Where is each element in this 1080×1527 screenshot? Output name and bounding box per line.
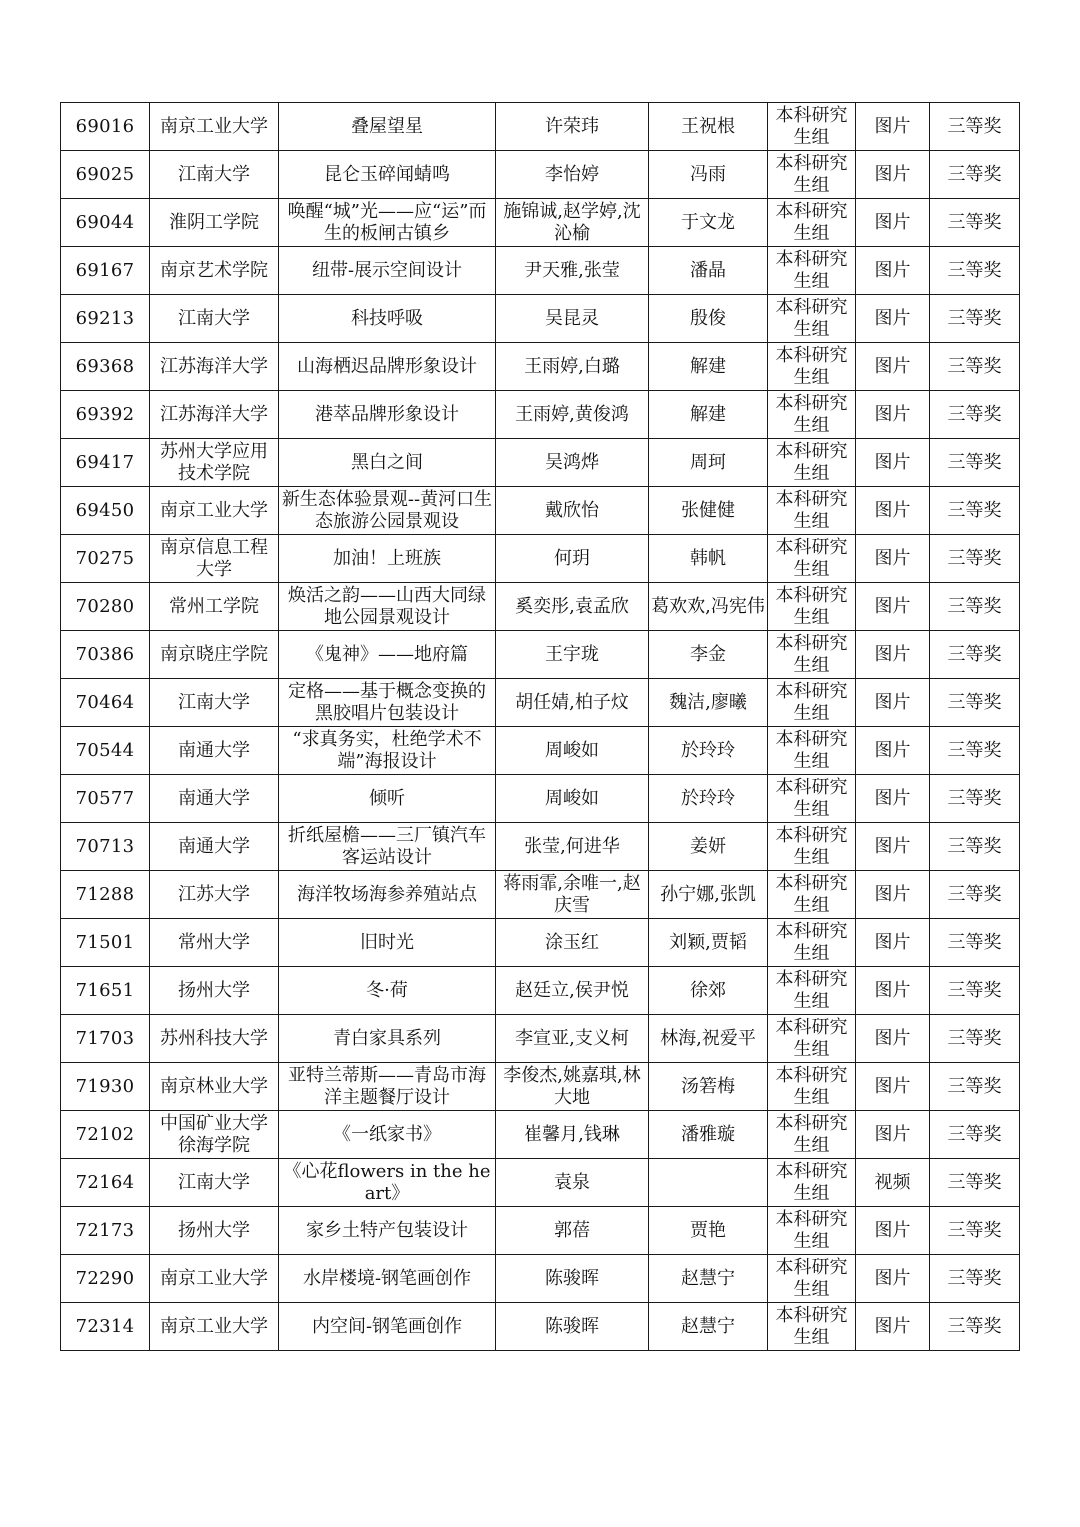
type-cell: 图片 (856, 583, 930, 631)
school-cell: 南通大学 (150, 727, 279, 775)
table-row (61, 151, 1020, 199)
entry-id-cell: 71288 (61, 871, 150, 919)
table-row (61, 583, 1020, 631)
advisor-cell: 冯雨 (649, 151, 768, 199)
group-cell: 本科研究生组 (768, 343, 856, 391)
entry-id-cell: 72173 (61, 1207, 150, 1255)
authors-cell: 崔馨月,钱琳 (496, 1111, 649, 1159)
table-row (61, 535, 1020, 583)
award-cell: 三等奖 (930, 439, 1020, 487)
entry-id-cell: 72164 (61, 1159, 150, 1207)
group-cell: 本科研究生组 (768, 1207, 856, 1255)
entry-id-cell: 69417 (61, 439, 150, 487)
group-cell: 本科研究生组 (768, 487, 856, 535)
entry-id-cell: 70275 (61, 535, 150, 583)
table-row (61, 679, 1020, 727)
authors-cell: 蒋雨霏,余唯一,赵庆雪 (496, 871, 649, 919)
work-title-cell: 倾听 (279, 775, 496, 823)
advisor-cell: 贾艳 (649, 1207, 768, 1255)
table-row (61, 1207, 1020, 1255)
table-row (61, 247, 1020, 295)
type-cell: 图片 (856, 295, 930, 343)
school-cell: 扬州大学 (150, 967, 279, 1015)
advisor-cell: 林海,祝爱平 (649, 1015, 768, 1063)
school-cell: 江苏海洋大学 (150, 343, 279, 391)
table-row (61, 487, 1020, 535)
advisor-cell: 周珂 (649, 439, 768, 487)
table-row (61, 343, 1020, 391)
type-cell: 图片 (856, 1255, 930, 1303)
group-cell: 本科研究生组 (768, 1015, 856, 1063)
entry-id-cell: 69392 (61, 391, 150, 439)
work-title-cell: 昆仑玉碎闻蜻鸣 (279, 151, 496, 199)
school-cell: 南京林业大学 (150, 1063, 279, 1111)
work-title-cell: 《心花flowers in the heart》 (279, 1159, 496, 1207)
work-title-cell: 家乡土特产包装设计 (279, 1207, 496, 1255)
type-cell: 图片 (856, 1111, 930, 1159)
authors-cell: 陈骏晖 (496, 1303, 649, 1351)
advisor-cell: 殷俊 (649, 295, 768, 343)
advisor-cell: 于文龙 (649, 199, 768, 247)
authors-cell: 陈骏晖 (496, 1255, 649, 1303)
group-cell: 本科研究生组 (768, 871, 856, 919)
entry-id-cell: 69025 (61, 151, 150, 199)
work-title-cell: 《鬼神》——地府篇 (279, 631, 496, 679)
group-cell: 本科研究生组 (768, 199, 856, 247)
entry-id-cell: 69450 (61, 487, 150, 535)
school-cell: 南京信息工程大学 (150, 535, 279, 583)
award-cell: 三等奖 (930, 199, 1020, 247)
entry-id-cell: 71651 (61, 967, 150, 1015)
group-cell: 本科研究生组 (768, 247, 856, 295)
entry-id-cell: 69167 (61, 247, 150, 295)
type-cell: 图片 (856, 679, 930, 727)
entry-id-cell: 70280 (61, 583, 150, 631)
advisor-cell (649, 1159, 768, 1207)
award-cell: 三等奖 (930, 967, 1020, 1015)
type-cell: 图片 (856, 823, 930, 871)
authors-cell: 戴欣怡 (496, 487, 649, 535)
authors-cell: 胡任婧,柏子炆 (496, 679, 649, 727)
award-cell: 三等奖 (930, 151, 1020, 199)
award-cell: 三等奖 (930, 583, 1020, 631)
authors-cell: 尹天雅,张莹 (496, 247, 649, 295)
work-title-cell: 港萃品牌形象设计 (279, 391, 496, 439)
work-title-cell: 水岸楼境-钢笔画创作 (279, 1255, 496, 1303)
award-cell: 三等奖 (930, 631, 1020, 679)
award-cell: 三等奖 (930, 391, 1020, 439)
table-row (61, 391, 1020, 439)
type-cell: 图片 (856, 727, 930, 775)
type-cell: 图片 (856, 1303, 930, 1351)
school-cell: 苏州大学应用技术学院 (150, 439, 279, 487)
entry-id-cell: 72290 (61, 1255, 150, 1303)
table-row (61, 1159, 1020, 1207)
work-title-cell: 折纸屋檐——三厂镇汽车客运站设计 (279, 823, 496, 871)
advisor-cell: 潘雅璇 (649, 1111, 768, 1159)
entry-id-cell: 71703 (61, 1015, 150, 1063)
work-title-cell: 焕活之韵——山西大同绿地公园景观设计 (279, 583, 496, 631)
group-cell: 本科研究生组 (768, 775, 856, 823)
award-cell: 三等奖 (930, 727, 1020, 775)
group-cell: 本科研究生组 (768, 1111, 856, 1159)
type-cell: 图片 (856, 919, 930, 967)
advisor-cell: 张健健 (649, 487, 768, 535)
type-cell: 图片 (856, 391, 930, 439)
group-cell: 本科研究生组 (768, 919, 856, 967)
group-cell: 本科研究生组 (768, 391, 856, 439)
authors-cell: 吴鸿烨 (496, 439, 649, 487)
type-cell: 图片 (856, 967, 930, 1015)
work-title-cell: 黑白之间 (279, 439, 496, 487)
work-title-cell: 冬·荷 (279, 967, 496, 1015)
school-cell: 南京工业大学 (150, 1303, 279, 1351)
type-cell: 图片 (856, 631, 930, 679)
work-title-cell: 定格——基于概念变换的黑胶唱片包装设计 (279, 679, 496, 727)
school-cell: 江南大学 (150, 1159, 279, 1207)
work-title-cell: 叠屋望星 (279, 103, 496, 151)
award-cell: 三等奖 (930, 535, 1020, 583)
award-cell: 三等奖 (930, 1111, 1020, 1159)
advisor-cell: 孙宁娜,张凯 (649, 871, 768, 919)
type-cell: 图片 (856, 343, 930, 391)
authors-cell: 王雨婷,白璐 (496, 343, 649, 391)
table-row (61, 775, 1020, 823)
work-title-cell: 旧时光 (279, 919, 496, 967)
type-cell: 图片 (856, 247, 930, 295)
award-cell: 三等奖 (930, 343, 1020, 391)
entry-id-cell: 72314 (61, 1303, 150, 1351)
type-cell: 图片 (856, 535, 930, 583)
award-cell: 三等奖 (930, 1015, 1020, 1063)
work-title-cell: 纽带-展示空间设计 (279, 247, 496, 295)
school-cell: 南京工业大学 (150, 1255, 279, 1303)
advisor-cell: 姜妍 (649, 823, 768, 871)
work-title-cell: 亚特兰蒂斯——青岛市海洋主题餐厅设计 (279, 1063, 496, 1111)
table-row (61, 727, 1020, 775)
type-cell: 图片 (856, 775, 930, 823)
work-title-cell: 加油！上班族 (279, 535, 496, 583)
school-cell: 南京艺术学院 (150, 247, 279, 295)
advisor-cell: 汤箬梅 (649, 1063, 768, 1111)
school-cell: 扬州大学 (150, 1207, 279, 1255)
entry-id-cell: 71501 (61, 919, 150, 967)
work-title-cell: 新生态体验景观--黄河口生态旅游公园景观设 (279, 487, 496, 535)
table-row (61, 199, 1020, 247)
type-cell: 图片 (856, 103, 930, 151)
entry-id-cell: 69213 (61, 295, 150, 343)
table-row (61, 823, 1020, 871)
type-cell: 图片 (856, 1063, 930, 1111)
award-cell: 三等奖 (930, 247, 1020, 295)
advisor-cell: 韩帆 (649, 535, 768, 583)
school-cell: 南通大学 (150, 823, 279, 871)
advisor-cell: 葛欢欢,冯宪伟 (649, 583, 768, 631)
school-cell: 南通大学 (150, 775, 279, 823)
entry-id-cell: 69016 (61, 103, 150, 151)
authors-cell: 奚奕彤,袁孟欣 (496, 583, 649, 631)
school-cell: 南京工业大学 (150, 103, 279, 151)
school-cell: 常州大学 (150, 919, 279, 967)
group-cell: 本科研究生组 (768, 1255, 856, 1303)
school-cell: 常州工学院 (150, 583, 279, 631)
award-cell: 三等奖 (930, 1303, 1020, 1351)
table-row (61, 1255, 1020, 1303)
advisor-cell: 魏洁,廖曦 (649, 679, 768, 727)
school-cell: 江南大学 (150, 679, 279, 727)
school-cell: 江南大学 (150, 295, 279, 343)
type-cell: 图片 (856, 439, 930, 487)
group-cell: 本科研究生组 (768, 439, 856, 487)
advisor-cell: 李金 (649, 631, 768, 679)
authors-cell: 郭蓓 (496, 1207, 649, 1255)
work-title-cell: 《一纸家书》 (279, 1111, 496, 1159)
award-cell: 三等奖 (930, 1207, 1020, 1255)
authors-cell: 李俊杰,姚嘉琪,林大地 (496, 1063, 649, 1111)
work-title-cell: 科技呼吸 (279, 295, 496, 343)
type-cell: 图片 (856, 487, 930, 535)
school-cell: 淮阴工学院 (150, 199, 279, 247)
group-cell: 本科研究生组 (768, 583, 856, 631)
table-row (61, 631, 1020, 679)
authors-cell: 许荣玮 (496, 103, 649, 151)
school-cell: 江南大学 (150, 151, 279, 199)
entry-id-cell: 72102 (61, 1111, 150, 1159)
table-row (61, 1111, 1020, 1159)
advisor-cell: 刘颖,贾韬 (649, 919, 768, 967)
entry-id-cell: 70544 (61, 727, 150, 775)
group-cell: 本科研究生组 (768, 535, 856, 583)
school-cell: 苏州科技大学 (150, 1015, 279, 1063)
table-row (61, 1303, 1020, 1351)
work-title-cell: “求真务实，杜绝学术不端”海报设计 (279, 727, 496, 775)
group-cell: 本科研究生组 (768, 295, 856, 343)
table-row (61, 871, 1020, 919)
school-cell: 南京工业大学 (150, 487, 279, 535)
advisor-cell: 赵慧宁 (649, 1255, 768, 1303)
authors-cell: 吴昆灵 (496, 295, 649, 343)
authors-cell: 李宣亚,支义柯 (496, 1015, 649, 1063)
school-cell: 南京晓庄学院 (150, 631, 279, 679)
advisor-cell: 解建 (649, 391, 768, 439)
authors-cell: 李怡婷 (496, 151, 649, 199)
advisor-cell: 徐郊 (649, 967, 768, 1015)
award-cell: 三等奖 (930, 871, 1020, 919)
advisor-cell: 王祝根 (649, 103, 768, 151)
table-row (61, 919, 1020, 967)
table-row (61, 1015, 1020, 1063)
work-title-cell: 唤醒“城”光——应“运”而生的板闸古镇乡 (279, 199, 496, 247)
award-cell: 三等奖 (930, 1255, 1020, 1303)
authors-cell: 张莹,何进华 (496, 823, 649, 871)
award-cell: 三等奖 (930, 1063, 1020, 1111)
type-cell: 图片 (856, 199, 930, 247)
school-cell: 江苏海洋大学 (150, 391, 279, 439)
work-title-cell: 海洋牧场海参养殖站点 (279, 871, 496, 919)
group-cell: 本科研究生组 (768, 631, 856, 679)
authors-cell: 施锦诚,赵学婷,沈沁榆 (496, 199, 649, 247)
table-row (61, 1063, 1020, 1111)
table-row (61, 439, 1020, 487)
type-cell: 图片 (856, 871, 930, 919)
group-cell: 本科研究生组 (768, 967, 856, 1015)
authors-cell: 周峻如 (496, 775, 649, 823)
group-cell: 本科研究生组 (768, 823, 856, 871)
award-cell: 三等奖 (930, 1159, 1020, 1207)
group-cell: 本科研究生组 (768, 103, 856, 151)
award-cell: 三等奖 (930, 295, 1020, 343)
entry-id-cell: 70464 (61, 679, 150, 727)
work-title-cell: 内空间-钢笔画创作 (279, 1303, 496, 1351)
entry-id-cell: 70713 (61, 823, 150, 871)
award-cell: 三等奖 (930, 103, 1020, 151)
type-cell: 视频 (856, 1159, 930, 1207)
group-cell: 本科研究生组 (768, 151, 856, 199)
award-cell: 三等奖 (930, 487, 1020, 535)
award-cell: 三等奖 (930, 679, 1020, 727)
advisor-cell: 潘晶 (649, 247, 768, 295)
awards-table (60, 102, 1020, 1351)
authors-cell: 周峻如 (496, 727, 649, 775)
group-cell: 本科研究生组 (768, 727, 856, 775)
entry-id-cell: 71930 (61, 1063, 150, 1111)
advisor-cell: 於玲玲 (649, 727, 768, 775)
group-cell: 本科研究生组 (768, 1303, 856, 1351)
entry-id-cell: 69044 (61, 199, 150, 247)
entry-id-cell: 69368 (61, 343, 150, 391)
school-cell: 江苏大学 (150, 871, 279, 919)
advisor-cell: 赵慧宁 (649, 1303, 768, 1351)
work-title-cell: 青白家具系列 (279, 1015, 496, 1063)
entry-id-cell: 70577 (61, 775, 150, 823)
award-cell: 三等奖 (930, 919, 1020, 967)
type-cell: 图片 (856, 151, 930, 199)
table-row (61, 295, 1020, 343)
authors-cell: 王雨婷,黄俊鸿 (496, 391, 649, 439)
type-cell: 图片 (856, 1015, 930, 1063)
group-cell: 本科研究生组 (768, 1159, 856, 1207)
table-row (61, 103, 1020, 151)
school-cell: 中国矿业大学徐海学院 (150, 1111, 279, 1159)
table-row (61, 967, 1020, 1015)
authors-cell: 袁泉 (496, 1159, 649, 1207)
award-cell: 三等奖 (930, 823, 1020, 871)
advisor-cell: 於玲玲 (649, 775, 768, 823)
authors-cell: 何玥 (496, 535, 649, 583)
entry-id-cell: 70386 (61, 631, 150, 679)
award-cell: 三等奖 (930, 775, 1020, 823)
authors-cell: 王宇珑 (496, 631, 649, 679)
authors-cell: 赵廷立,侯尹悦 (496, 967, 649, 1015)
table-body (61, 103, 1020, 1351)
type-cell: 图片 (856, 1207, 930, 1255)
group-cell: 本科研究生组 (768, 1063, 856, 1111)
authors-cell: 涂玉红 (496, 919, 649, 967)
work-title-cell: 山海栖迟品牌形象设计 (279, 343, 496, 391)
advisor-cell: 解建 (649, 343, 768, 391)
group-cell: 本科研究生组 (768, 679, 856, 727)
